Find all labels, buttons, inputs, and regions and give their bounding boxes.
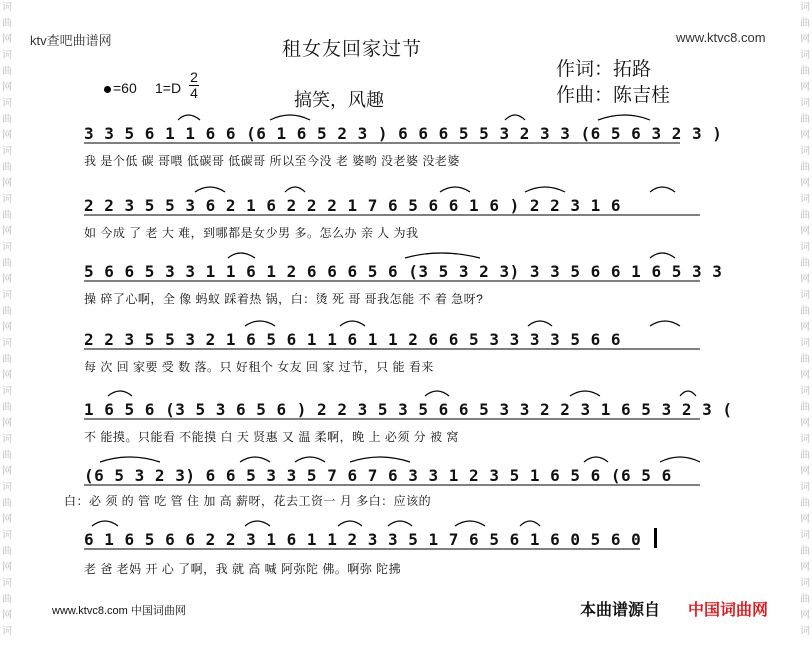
watermark-glyph: 网 bbox=[2, 514, 12, 525]
key-signature: 1=D bbox=[155, 80, 182, 96]
watermark-glyph: 词 bbox=[2, 626, 12, 637]
watermark-glyph: 曲 bbox=[800, 498, 810, 509]
watermark-glyph: 曲 bbox=[2, 210, 12, 221]
watermark-glyph: 曲 bbox=[2, 402, 12, 413]
watermark-glyph: 网 bbox=[800, 610, 810, 621]
watermark-glyph: 词 bbox=[800, 578, 810, 589]
watermark-glyph: 曲 bbox=[2, 306, 12, 317]
watermark-glyph: 网 bbox=[2, 562, 12, 573]
watermark-glyph: 词 bbox=[2, 242, 12, 253]
watermark-glyph: 网 bbox=[800, 514, 810, 525]
watermark-glyph: 词 bbox=[800, 530, 810, 541]
song-title: 租女友回家过节 bbox=[282, 39, 423, 60]
watermark-glyph: 网 bbox=[800, 322, 810, 333]
site-name-top-left: ktv查吧曲谱网 bbox=[30, 33, 112, 48]
watermark-glyph: 网 bbox=[800, 34, 810, 45]
watermark-glyph: 词 bbox=[2, 482, 12, 493]
watermark-glyph: 词 bbox=[800, 242, 810, 253]
score-notes-line: 6 1 6 5 6 6 2 2 3 1 6 1 1 2 3 3 5 1 7 6 5 6 1 6 0 5 6 0 bbox=[84, 530, 642, 549]
watermark-glyph: 词 bbox=[800, 434, 810, 445]
watermark-glyph: 词 bbox=[800, 290, 810, 301]
watermark-glyph: 词 bbox=[2, 146, 12, 157]
watermark-glyph: 词 bbox=[2, 194, 12, 205]
watermark-glyph: 曲 bbox=[2, 162, 12, 173]
watermark-glyph: 词 bbox=[2, 434, 12, 445]
watermark-glyph: 网 bbox=[2, 466, 12, 477]
watermark-glyph: 网 bbox=[2, 370, 12, 381]
watermark-glyph: 曲 bbox=[800, 18, 810, 29]
lyricist-credit: 作词：拓路 bbox=[556, 59, 652, 80]
watermark-glyph: 词 bbox=[2, 290, 12, 301]
lyrics-line: 不 能摸。只能看 不能摸 白 天 贤惠 又 温 柔啊，晚 上 必须 分 被 窝 bbox=[84, 430, 459, 444]
composer-credit: 作曲：陈吉桂 bbox=[556, 85, 671, 106]
watermark-glyph: 网 bbox=[2, 178, 12, 189]
watermark-glyph: 词 bbox=[800, 146, 810, 157]
watermark-glyph: 词 bbox=[2, 98, 12, 109]
watermark-glyph: 词 bbox=[800, 626, 810, 637]
watermark-glyph: 词 bbox=[800, 50, 810, 61]
lyrics-line: 操 碎了心啊，全 像 蚂蚁 踩着热 锅，白：烫 死 哥 哥我怎能 不 着 急呀? bbox=[84, 292, 484, 306]
watermark-glyph: 曲 bbox=[800, 546, 810, 557]
style-marking: 搞笑，风趣 bbox=[294, 90, 384, 110]
watermark-glyph: 曲 bbox=[2, 498, 12, 509]
watermark-glyph: 曲 bbox=[800, 354, 810, 365]
watermark-glyph: 曲 bbox=[2, 450, 12, 461]
score-notes-line: 3 3 5 6 1 1 6 6 (6 1 6 5 2 3 ) 6 6 6 5 5 3 2 3 3 (6 5 6 3 2 3 ) bbox=[84, 124, 723, 143]
watermark-glyph: 曲 bbox=[800, 450, 810, 461]
watermark-glyph: 曲 bbox=[2, 354, 12, 365]
time-numerator: 2 bbox=[190, 69, 198, 85]
watermark-glyph: 网 bbox=[800, 226, 810, 237]
lyrics-line: 老 爸 老妈 开 心 了啊，我 就 高 喊 阿弥陀 佛。啊弥 陀拂 bbox=[84, 562, 402, 576]
watermark-glyph: 曲 bbox=[800, 114, 810, 125]
time-denominator: 4 bbox=[190, 85, 198, 101]
watermark-glyph: 词 bbox=[800, 386, 810, 397]
watermark-glyph: 词 bbox=[2, 578, 12, 589]
watermark-glyph: 词 bbox=[800, 2, 810, 13]
watermark-glyph: 曲 bbox=[2, 18, 12, 29]
lyrics-line: 如 今成 了 老 大 难，到哪都是女少男 多。怎么办 亲 人 为我 bbox=[84, 226, 419, 240]
watermark-glyph: 词 bbox=[800, 338, 810, 349]
watermark-glyph: 网 bbox=[2, 34, 12, 45]
watermark-glyph: 网 bbox=[800, 466, 810, 477]
site-url-top-right: www.ktvc8.com bbox=[676, 30, 766, 45]
watermark-glyph: 曲 bbox=[2, 66, 12, 77]
watermark-glyph: 网 bbox=[800, 130, 810, 141]
footer-site-link[interactable]: www.ktvc8.com 中国词曲网 bbox=[52, 605, 186, 617]
tempo-value: =60 bbox=[113, 80, 137, 96]
watermark-glyph: 网 bbox=[2, 418, 12, 429]
lyrics-line: 白：必 须 的 管 吃 管 住 加 高 薪呀，花去工资一 月 多白：应该的 bbox=[64, 494, 432, 508]
watermark-glyph: 网 bbox=[800, 82, 810, 93]
watermark-glyph: 曲 bbox=[800, 162, 810, 173]
score-notes-line: 2 2 3 5 5 3 2 1 6 5 6 1 1 6 1 1 2 6 6 5 3 3 3 3 5 6 6 bbox=[84, 330, 622, 349]
watermark-glyph: 曲 bbox=[2, 594, 12, 605]
watermark-glyph: 网 bbox=[2, 274, 12, 285]
watermark-glyph: 词 bbox=[2, 2, 12, 13]
watermark-glyph: 词 bbox=[2, 530, 12, 541]
footer-source-site[interactable]: 中国词曲网 bbox=[688, 602, 769, 619]
watermark-glyph: 曲 bbox=[800, 594, 810, 605]
footer-source-label: 本曲谱源自 bbox=[580, 602, 661, 619]
watermark-glyph: 网 bbox=[800, 418, 810, 429]
watermark-glyph: 网 bbox=[2, 130, 12, 141]
watermark-glyph: 网 bbox=[800, 370, 810, 381]
watermark-glyph: 曲 bbox=[800, 306, 810, 317]
watermark-glyph: 网 bbox=[2, 322, 12, 333]
watermark-glyph: 曲 bbox=[800, 402, 810, 413]
watermark-glyph: 网 bbox=[800, 178, 810, 189]
score-notes-line: 5 6 6 5 3 3 1 1 6 1 2 6 6 6 5 6 (3 5 3 2 3) 3 3 5 6 6 1 6 5 3 3 bbox=[84, 262, 723, 281]
watermark-glyph: 词 bbox=[800, 194, 810, 205]
score-notes-line: (6 5 3 2 3) 6 6 5 3 3 5 7 6 7 6 3 3 1 2 3 5 1 6 5 6 (6 5 6 bbox=[84, 466, 672, 485]
watermark-glyph: 曲 bbox=[800, 66, 810, 77]
watermark-glyph: 网 bbox=[2, 610, 12, 621]
lyrics-line: 每 次 回 家要 受 数 落。只 好租个 女友 回 家 过节，只 能 看来 bbox=[84, 360, 434, 374]
watermark-glyph: 曲 bbox=[800, 210, 810, 221]
watermark-glyph: 网 bbox=[2, 226, 12, 237]
score-notes-line: 2 2 3 5 5 3 6 2 1 6 2 2 2 1 7 6 5 6 6 1 6 ) 2 2 3 1 6 bbox=[84, 196, 622, 215]
watermark-glyph: 网 bbox=[800, 274, 810, 285]
watermark-glyph: 曲 bbox=[2, 546, 12, 557]
watermark-glyph: 词 bbox=[800, 98, 810, 109]
watermark-glyph: 曲 bbox=[800, 258, 810, 269]
watermark-glyph: 词 bbox=[2, 50, 12, 61]
watermark-glyph: 词 bbox=[2, 338, 12, 349]
watermark-glyph: 曲 bbox=[2, 114, 12, 125]
watermark-glyph: 曲 bbox=[2, 258, 12, 269]
watermark-glyph: 词 bbox=[800, 482, 810, 493]
watermark-glyph: 词 bbox=[2, 386, 12, 397]
lyrics-line: 我 是个低 碳 哥喂 低碳哥 低碳哥 所以至今没 老 婆哟 没老婆 没老婆 bbox=[84, 154, 460, 168]
score-notes-line: 1 6 5 6 (3 5 3 6 5 6 ) 2 2 3 5 3 5 6 6 5 3 3 2 2 3 1 6 5 3 2 3 ( bbox=[84, 400, 733, 419]
watermark-glyph: 网 bbox=[800, 562, 810, 573]
watermark-glyph: 网 bbox=[2, 82, 12, 93]
